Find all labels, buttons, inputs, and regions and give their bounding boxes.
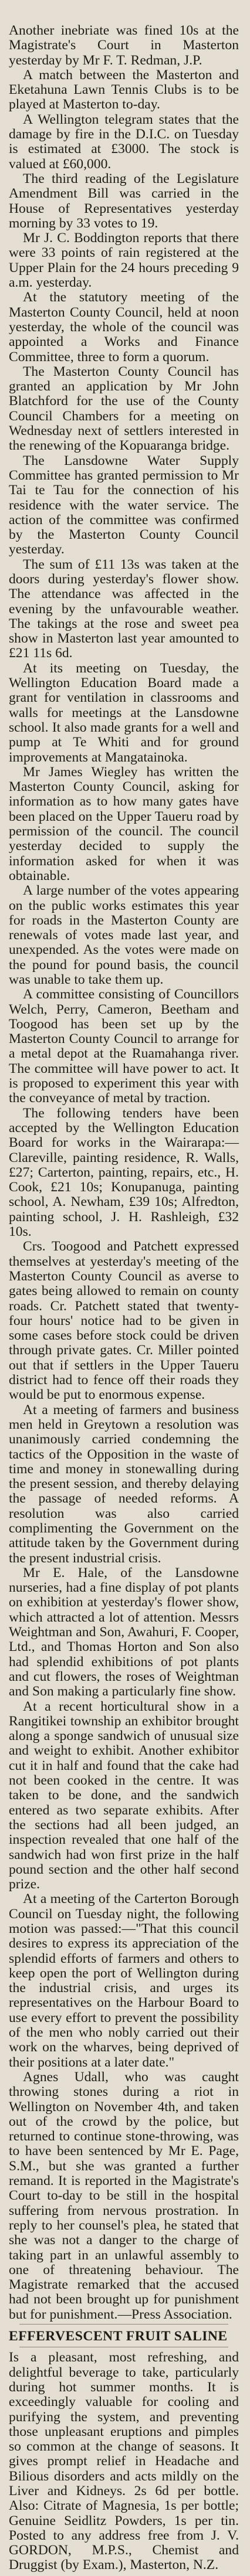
news-paragraph: The sum of £11 13s was taken at the doors during yesterday's flower show. The attendance was affected in the evening by the unfavourable weather. The takings at the rose and sweet pea show in Masterton last year amounted to £21 11s 6d. [9, 556, 239, 661]
news-paragraph: A committee consisting of Councillors Welch, Perry, Cameron, Beetham and Toogood has been set up by the Masterton County Council to arrange for a metal depot at the Ruamahanga river. The committee will have power to act. It is proposed to experiment this year with the conveyance of metal by traction. [9, 987, 239, 1106]
news-paragraph: A large number of the votes appearing on the public works estimates this year for roads in the Masterton County are renewals of votes made last year, and unexpended. As the votes were made on the pound for pound basis, the council was unable to take them up. [9, 883, 239, 987]
news-paragraph: The following tenders have been accepted by the Wellington Education Board for works in the Wairarapa:—Clareville, painting residence, R. Walls, £27; Carterton, painting, repairs, etc., H. Cook, £21 10s; Konupanuga, painting school, A. Newham, £39 10s; Alfredton, painting school, J. H. Rashleigh, £32 10s. [9, 1105, 239, 1240]
news-paragraph: At its meeting on Tuesday, the Wellington Education Board made a grant for ventilation in classrooms and walls for meetings at the Lansdowne school. It also made grants for a well and pump at Te Whiti and for ground improvements at Mangatainoka. [9, 660, 239, 765]
news-paragraph: The third reading of the Legislature Amendment Bill was carried in the House of Representatives yesterday morning by 33 votes to 19. [9, 171, 239, 231]
news-paragraph: At a meeting of the Carterton Borough Council on Tuesday night, the following motion was passed:—"That this council desires to express its appreciation of the splendid efforts of farmers and others to keep open the port of Wellington during the industrial crisis, and urges its representatives on the Harbour Board to use every effort to prevent the possibility of the men who nobly carried out their work on the wharves, being deprived of their positions at a later date." [9, 1891, 239, 2070]
news-paragraphs [9, 23, 239, 2322]
news-paragraph: At a recent horticultural show in a Rangitikei township an exhibitor brought along a sponge sandwich of unusual size and weight to exhibit. Another exhibitor cut it in half and found that the cake had not been cooked in the centre. It was taken to be done, and the sandwich entered as two separate exhibits. After the sections had all been judged, an inspection revealed that one half of the sandwich had won first prize in the half pound section and the other half second prize. [9, 1698, 239, 1892]
news-paragraph: A Wellington telegram states that the damage by fire in the D.I.C. on Tuesday is estimated at £3000. The stock is valued at £60,000. [9, 111, 239, 172]
advert-heading: EFFERVESCENT FRUIT SALINE [9, 2329, 228, 2344]
advert-body: Is a pleasant, most refreshing, and delightful beverage to take, particularly during hot summer months. It is exceedingly valuable for cooling and purifying the system, and preventing those unpleasant eruptions and pimples so common at the change of seasons. It gives prompt relief in Headache and Bilious disorders and acts mildly on the Liver and Kidneys. 2s 6d per bottle. Also: Citrate of Magnesia, 1s per bottle; Genuine Seidlitz Powders, 1s per tin. Posted to any address free from J. V. GORDON, M.P.S., Chemist and Druggist (by Exam.), Masterton, N.Z. [9, 2350, 239, 2573]
news-paragraph: Agnes Udall, who was caught throwing stones during a riot in Wellington on November 4th, and taken out of the crowd by the police, but returned to continue stone-throwing, was to have been sentenced by Mr E. Page, S.M., but she was granted a further remand. It is reported in the Magistrate's Court to-day to be still in the hospital suffering from nervous prostration. In reply to her counsel's plea, he stated that she was not a danger to the charge of taking part in an unlawful assembly to one of threatening behaviour. The Magistrate remarked that the accused had not been brought up for punishment but for punishment.—Press Association. [9, 2069, 239, 2322]
news-paragraph: The Masterton County Council has granted an application by Mr John Blatchford for the use of the County Council Chambers for a meeting on Wednesday next of settlers interested in the renewing of the Kopuaranga bridge. [9, 363, 239, 454]
news-paragraph: At a meeting of farmers and business men held in Greytown a resolution was unanimously carried condemning the tactics of the Opposition in the waste of time and money in stonewalling during the present session, and thereby delaying the passage of needed reforms. A resolution was also carried complimenting the Government on the attitude taken by the Government during the present industrial crisis. [9, 1402, 239, 1566]
news-paragraph: Mr E. Hale, of the Lansdowne nurseries, had a fine display of pot plants on exhibition at yesterday's flower show, which attracted a lot of attention. Messrs Weightman and Son, Awahuri, F. Cooper, Ltd., and Thomas Horton and Son also had splendid exhibitions of pot plants and cut flowers, the roses of Weightman and Son making a particularly fine show. [9, 1565, 239, 1700]
news-paragraph: At the statutory meeting of the Masterton County Council, held at noon yesterday, the whole of the council was appointed a Works and Finance Committee, three to form a quorum. [9, 290, 239, 365]
news-paragraph: Crs. Toogood and Patchett expressed themselves at yesterday's meeting of the Masterton County Council as averse to gates being allowed to remain on county roads. Cr. Patchett stated that twenty-four hours' notice had to be given in some cases before stock could be driven through private gates. Cr. Miller pointed out that if settlers in the Upper Taueru district had to fence off their roads they would be put to enormous expense. [9, 1239, 239, 1403]
news-paragraph: A match between the Masterton and Eketahuna Lawn Tennis Clubs is to be played at Masterton to-day. [9, 67, 239, 113]
news-paragraph: The Lansdowne Water Supply Committee has granted permission to Mr Tai te Tau for the connection of his residence with the water service. The action of the committee was confirmed by the Masterton County Council yesterday. [9, 453, 239, 558]
news-paragraph: Another inebriate was fined 10s at the Magistrate's Court in Masterton yesterday by Mr F. T. Redman, J.P. [9, 23, 239, 68]
news-paragraph: Mr J. C. Boddington reports that there were 33 points of rain registered at the Upper Plain for the 24 hours preceding 9 a.m. yesterday. [9, 230, 239, 291]
news-paragraph: Mr James Wiegley has written the Masterton County Council, asking for information as to how many gates have been placed on the Upper Taueru road by permission of the council. The council yesterday decided to supply the information asked for when it was obtainable. [9, 764, 239, 883]
top-margin [9, 0, 239, 23]
